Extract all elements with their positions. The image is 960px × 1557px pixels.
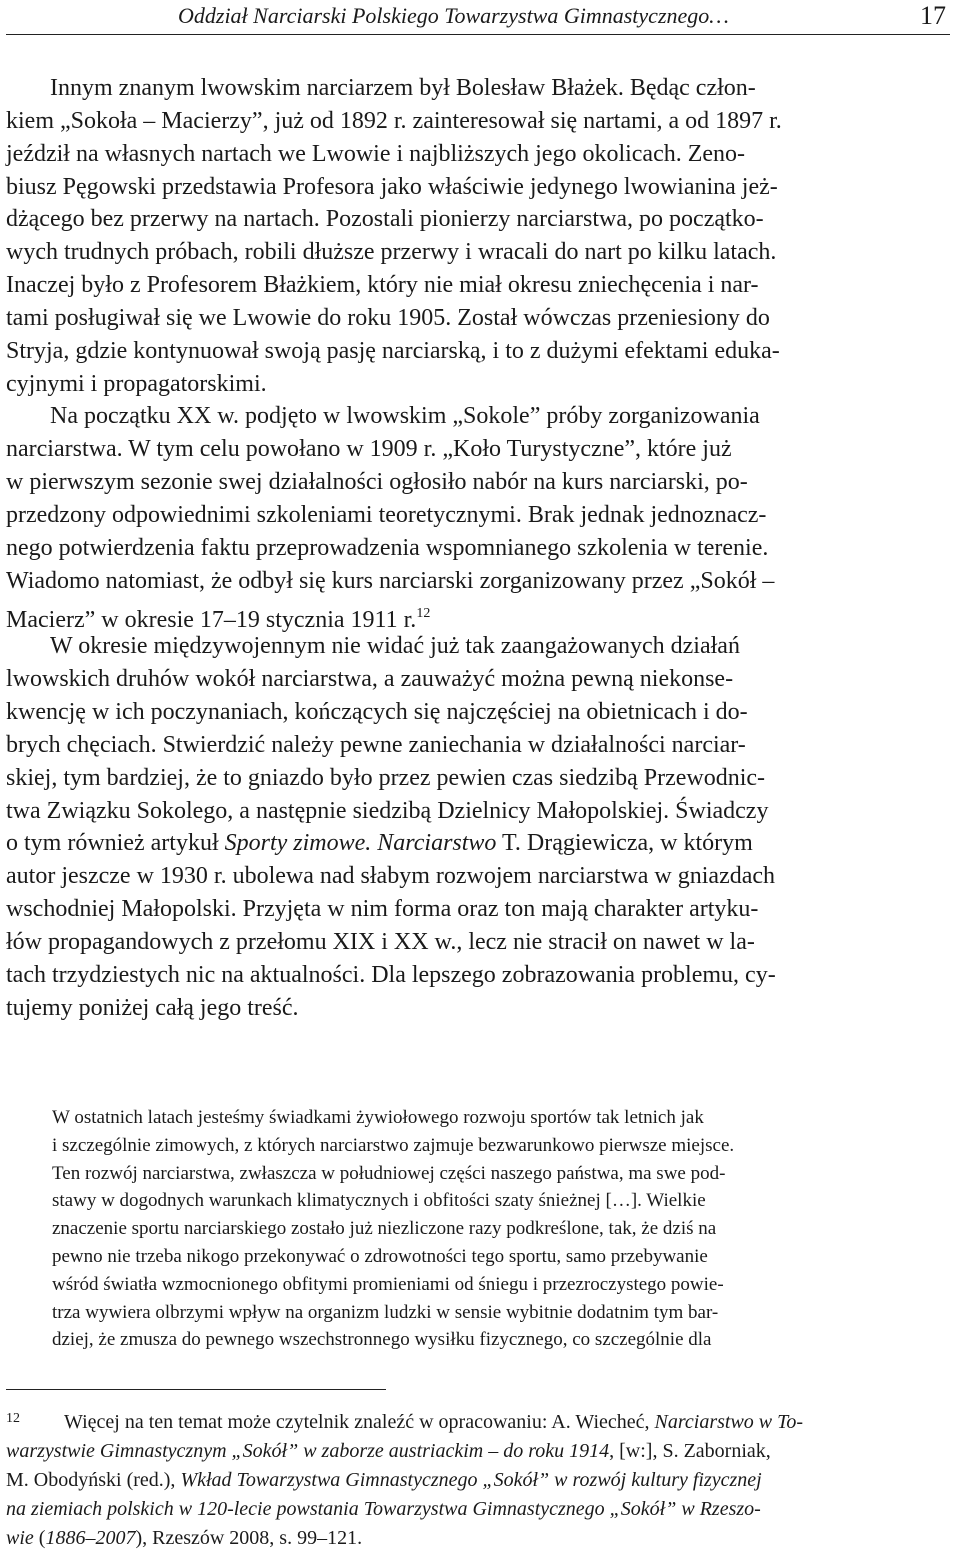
footnote-text [6, 1408, 950, 1553]
footnote-number: 12 [6, 1411, 20, 1426]
text-line: Innym znanym lwowskim narciarzem był Bolesław Błażek. Będąc człon- [50, 75, 756, 101]
quote-line: wśród światła wzmocnionego obfitymi promieniami od śniegu i przezroczystego powie- [52, 1273, 724, 1295]
block-quote [52, 1104, 910, 1354]
text-segment: T. Drągiewicza, w którym [496, 830, 753, 857]
text-line: kwencję w ich poczynaniach, kończących się najczęściej na obietnicach i do- [6, 699, 748, 726]
text-line: tach trzydziestych nic na aktualności. Dla lepszego zobrazowania problemu, cy- [6, 961, 776, 988]
citation-title: na ziemiach polskich w 120-lecie powstania Towarzystwa Gimnastycznego „Sokół” w Rzeszo- [6, 1498, 761, 1520]
footnote-line [6, 1466, 950, 1495]
text-line: autor jeszcze w 1930 r. ubolewa nad słabym rozwojem narciarstwa w gniazdach [6, 863, 776, 890]
quote-line: i szczególnie zimowych, z których narciarstwo zajmuje bezwarunkowo pierwsze miejsce. [52, 1134, 735, 1156]
text-line: wschodniej Małopolski. Przyjęta w nim forma oraz ton mają charakter artyku- [6, 896, 759, 923]
main-text [6, 72, 950, 1024]
text-line: w pierwszym sezonie swej działalności ogłosiło nabór na kurs narciarski, po- [6, 469, 748, 496]
article-title: Sporty zimowe. Narciarstwo [224, 830, 497, 857]
text-line: jeździł na własnych nartach we Lwowie i najbliższych jego okolicach. Zeno- [6, 140, 746, 167]
text-segment: M. Obodyński (red.), [6, 1469, 181, 1491]
text-line: Stryja, gdzie kontynuował swoją pasję narciarską, i to z dużymi efektami eduka- [6, 337, 780, 364]
footnote-reference: 12 [416, 605, 431, 621]
footnote-line [6, 1437, 950, 1466]
text-line: biusz Pęgowski przedstawia Profesora jako właściwie jedynego lwowianina jeż- [6, 173, 778, 200]
running-title: Oddział Narciarski Polskiego Towarzystwa Gimnastycznego… [178, 3, 729, 28]
text-line: Inaczej było z Profesorem Błażkiem, który nie miał okresu zniechęcenia i nar- [6, 272, 759, 299]
text-line: łów propagandowych z przełomu XIX i XX w., lecz nie stracił on nawet w la- [6, 928, 755, 955]
footnote-line [6, 1495, 950, 1524]
text-line: dżącego bez przerwy na nartach. Pozostali pionierzy narciarstwa, po początko- [6, 206, 764, 233]
footnote-line [6, 1524, 950, 1553]
text-line: twa Związku Sokolego, a następnie siedzibą Dzielnicy Małopolskiej. Świadczy [6, 797, 769, 824]
text-line: W okresie międzywojennym nie widać już tak zaangażowanych działań [50, 633, 740, 660]
text-segment: , [w:], S. Zaborniak, [609, 1440, 771, 1462]
text-segment: o tym również artykuł [6, 830, 225, 857]
text-line: skiej, tym bardziej, że to gniazdo było przez pewien czas siedzibą Przewodnic- [6, 764, 766, 791]
text-line: nego potwierdzenia faktu przeprowadzenia wspomnianego szkolenia w terenie. [6, 534, 769, 561]
quote-line: pewno nie trzeba nikogo przekonywać o zdrowotności tego sportu, samo przebywanie [52, 1245, 708, 1267]
text-line [6, 598, 950, 631]
footnote-divider [6, 1389, 386, 1390]
page-number: 17 [920, 1, 946, 30]
quote-line: W ostatnich latach jesteśmy świadkami żywiołowego rozwoju sportów tak letnich jak [52, 1107, 704, 1128]
quote-line: stawy w dogodnych warunkach klimatycznych i obfitości szaty śnieżnej […]. Wielkie [52, 1190, 706, 1212]
footnote [6, 1408, 950, 1553]
citation-title: Wkład Towarzystwa Gimnastycznego „Sokół” w rozwój kultury fizycznej [180, 1469, 762, 1491]
text-line: kiem „Sokoła – Macierzy”, już od 1892 r. zainteresował się nartami, a od 1897 r. [6, 107, 782, 134]
running-header [6, 0, 950, 35]
text-line [6, 827, 950, 860]
text-line: Na początku XX w. podjęto w lwowskim „Sokole” próby zorganizowania [50, 403, 760, 430]
text-segment: Więcej na ten temat może czytelnik znaleźć w opracowaniu: A. Wiecheć, [64, 1411, 655, 1433]
citation-title: 1886–2007 [45, 1527, 136, 1549]
text-segment: Macierz” w okresie 17–19 stycznia 1911 r. [6, 606, 417, 633]
quote-line: dziej, że zmusza do pewnego wszechstronnego wysiłku fizycznego, co szczególnie dla [52, 1329, 712, 1351]
quote-line: trza wywiera olbrzymi wpływ na organizm ludzki w sensie wybitnie dodatnim tym bar- [52, 1301, 719, 1323]
text-line: Wiadomo natomiast, że odbył się kurs narciarski zorganizowany przez „Sokół – [6, 567, 775, 594]
citation-title: Narciarstwo w To- [654, 1411, 804, 1433]
text-line: wych trudnych próbach, robili dłuższe przerwy i wracali do nart po kilku latach. [6, 239, 777, 266]
text-line: brych chęciach. Stwierdzić należy pewne zaniechania w działalności narciar- [6, 731, 746, 758]
text-line: tami posługiwał się we Lwowie do roku 1905. Został wówczas przeniesiony do [6, 304, 770, 331]
quote-line: znaczenie sportu narciarskiego zostało już niezliczone razy podkreślone, tak, że dziś na [52, 1218, 717, 1240]
citation-title: wie [6, 1527, 34, 1549]
text-line: cyjnymi i propagatorskimi. [6, 370, 267, 397]
text-segment: ( [33, 1527, 46, 1549]
quote-line: Ten rozwój narciarstwa, zwłaszcza w południowej części naszego państwa, ma swe pod- [52, 1162, 726, 1184]
text-line: narciarstwa. W tym celu powołano w 1909 r. „Koło Turystyczne”, które już [6, 436, 732, 463]
text-segment: ), Rzeszów 2008, s. 99–121. [135, 1527, 363, 1549]
text-line: przedzony odpowiednimi szkoleniami teoretycznymi. Brak jednak jednoznacz- [6, 501, 767, 528]
text-line: tujemy poniżej całą jego treść. [6, 994, 299, 1021]
footnote-line [64, 1408, 950, 1437]
citation-title: warzystwie Gimnastycznym „Sokół” w zaborze austriackim – do roku 1914 [6, 1440, 610, 1462]
text-line: lwowskich druhów wokół narciarstwa, a zauważyć można pewną niekonse- [6, 666, 734, 693]
